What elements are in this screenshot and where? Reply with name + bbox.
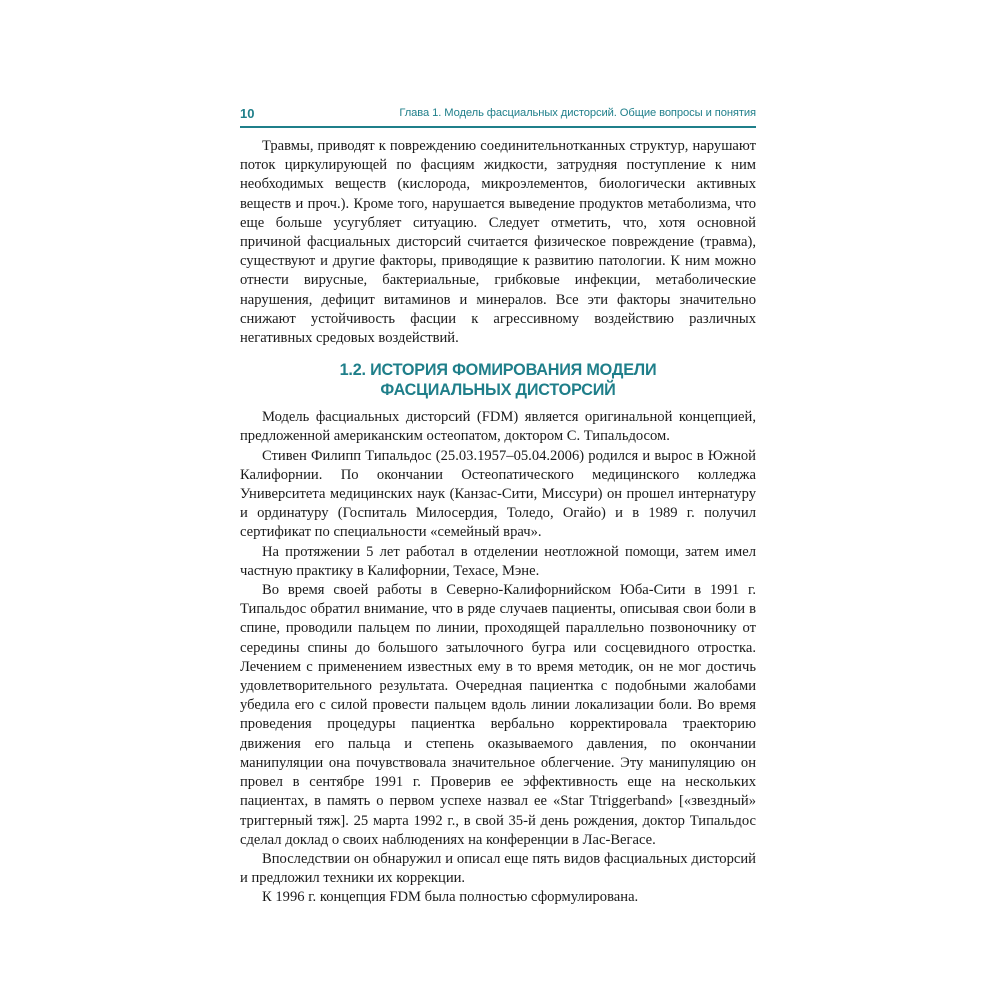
section-paragraph: К 1996 г. концепция FDM была полностью сформулирована. — [262, 889, 639, 906]
section-paragraph: Во время своей работы в Северно-Калифорнийском Юба-Сити в 1991 г. Типальдос обратил внимание, что в ряде случаев пациенты, описывая свои боли в спине, проводили пальцем по линии, проходящей параллельно позвоночнику от середины спины до большого затылочного бугра или сосцевидного отростка. Лечением с применением известных ему в то время методик, он не мог достичь удовлетворительного результата. Очередная пациентка с подобными жалобами убедила его с силой провести пальцем вдоль линии локализации боли. Во время проведения процедуры пациентка вербально корректировала траекторию движения его пальца и степень оказываемого давления, по окончании манипуляции она почувствовала значительное облегчение. Эту манипуляцию он провел в сентябре 1991 г. Проверив ее эффективность еще на нескольких пациентах, в память о первом успехе назвал ее «Star Ttriggerband» [«звездный» триггерный тяж]. 25 марта 1992 г., в свой 35-й день рождения, доктор Типальдос сделал доклад о своих наблюдениях на конференции в Лас-Вегасе. — [240, 582, 756, 848]
book-page — [240, 104, 756, 906]
intro-paragraph: Травмы, приводят к повреждению соединительнотканных структур, нарушают поток циркулирующей по фасциям жидкости, затрудняя поступление к ним необходимых веществ (кислорода, микроэлементов, биологически активных веществ и проч.). Кроме того, нарушается выведение продуктов метаболизма, что еще больше усугубляет ситуацию. Следует отметить, что, хотя основной причиной фасциальных дисторсий считается физическое повреждение (травма), существуют и другие факторы, приводящие к развитию патологии. К ним можно отнести вирусные, бактериальные, грибковые инфекции, метаболические нарушения, дефицит витаминов и минералов. Все эти факторы значительно снижают устойчивость фасции к агрессивному воздействию различных негативных средовых воздействий. — [240, 138, 756, 347]
page-number: 10 — [240, 106, 255, 121]
section-paragraph: Модель фасциальных дисторсий (FDM) является оригинальной концепцией, предложенной американским остеопатом, доктором С. Типальдосом. — [240, 409, 756, 445]
section-paragraph: Впоследствии он обнаружил и описал еще пять видов фасциальных дисторсий и предложил техники их коррекции. — [240, 850, 756, 887]
section-paragraph: Стивен Филипп Типальдос (25.03.1957–05.04.2006) родился и вырос в Южной Калифорнии. По окончании Остеопатического медицинского колледжа Университета медицинских наук (Канзас-Сити, Миссури) он прошел интернатуру и ординатуру (Госпиталь Милосердия, Толедо, Огайо) и в 1989 г. получил сертификат по специальности «семейный врач». — [240, 447, 756, 541]
section-paragraph: На протяжении 5 лет работал в отделении неотложной помощи, затем имел частную практику в Калифорнии, Техасе, Мэне. — [240, 543, 756, 579]
section-heading-line-1: 1.2. ИСТОРИЯ ФОМИРОВАНИЯ МОДЕЛИ — [339, 361, 657, 380]
section-heading-line-2: ФАСЦИАЛЬНЫХ ДИСТОРСИЙ — [380, 381, 616, 400]
section-heading — [240, 360, 756, 400]
chapter-title: Глава 1. Модель фасциальных дисторсий. Общие вопросы и понятия — [399, 107, 756, 119]
section-body — [240, 408, 756, 907]
running-head — [240, 104, 756, 128]
intro-text — [240, 137, 756, 348]
